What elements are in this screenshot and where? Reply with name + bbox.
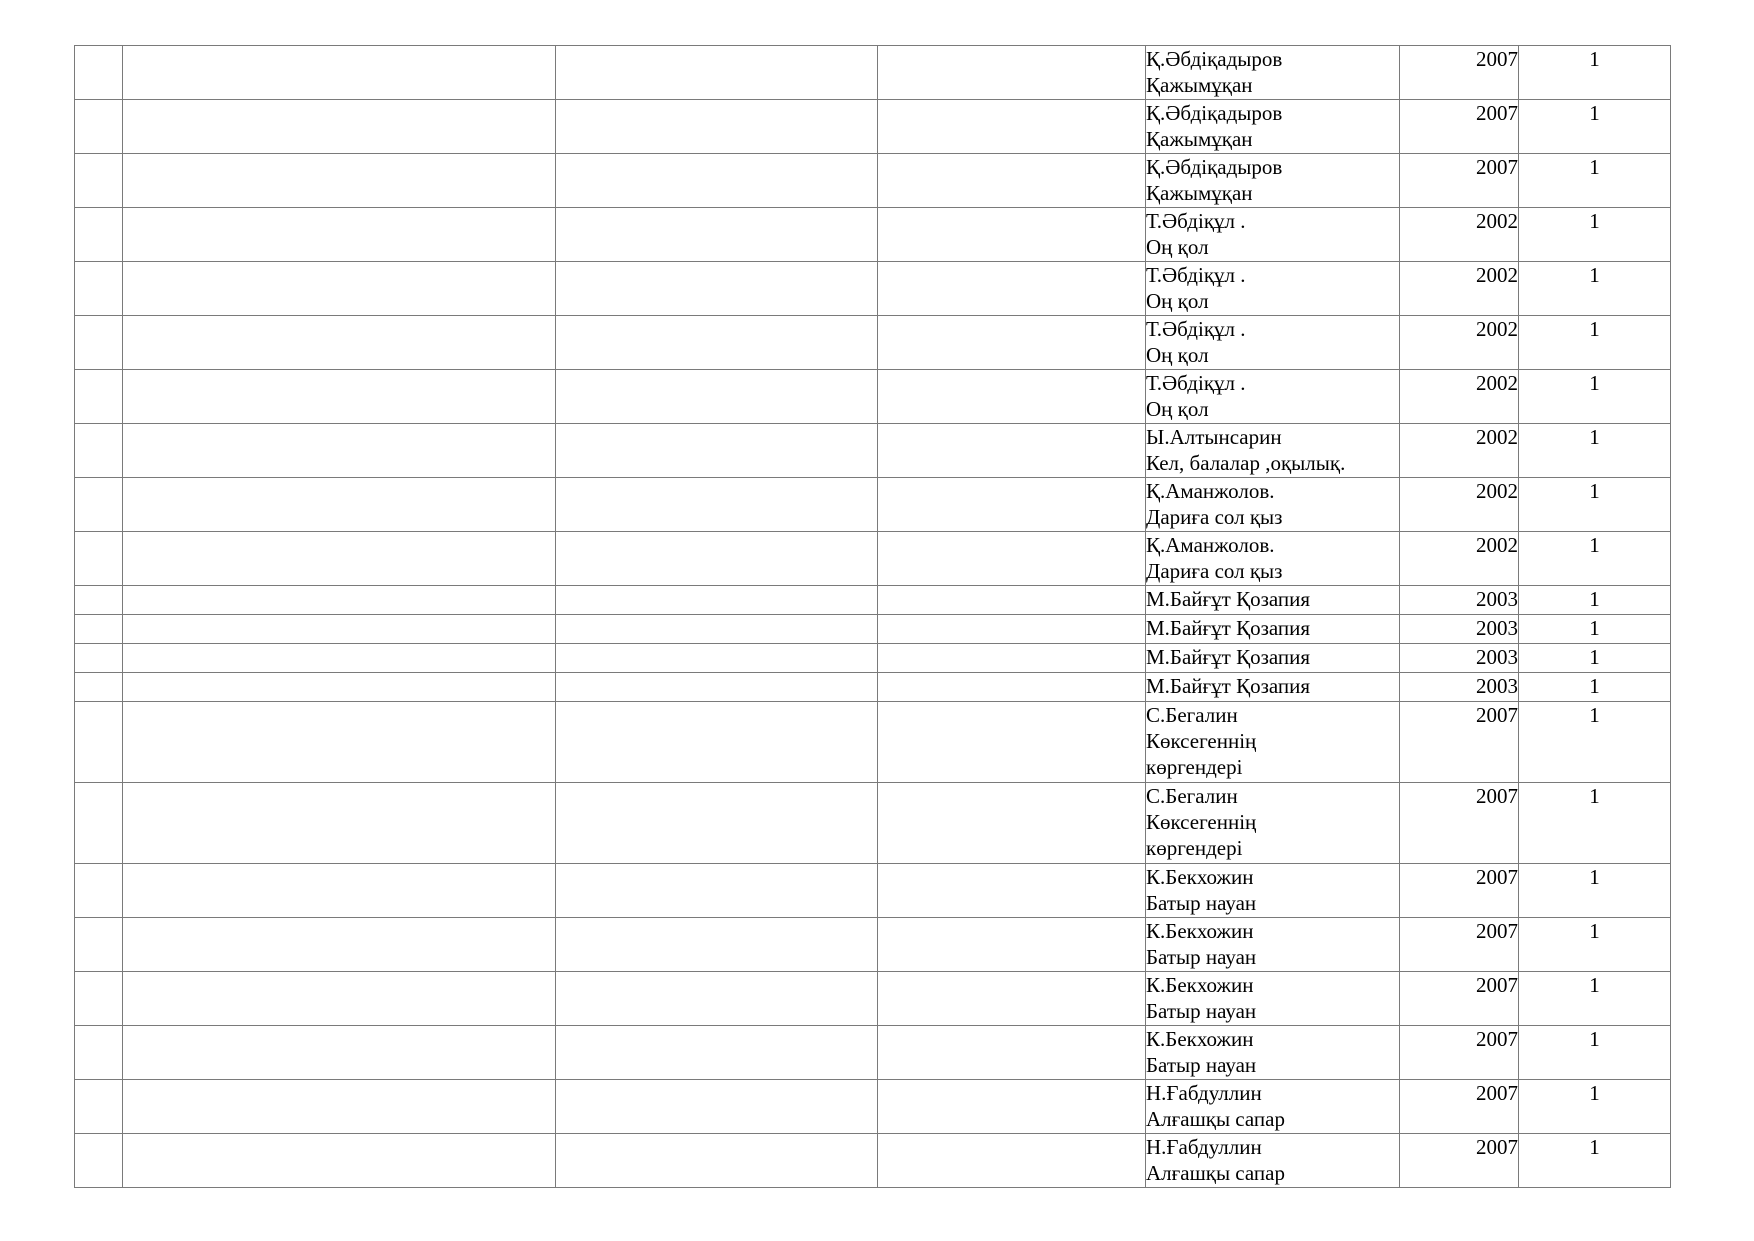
empty-cell-4 xyxy=(878,100,1146,154)
empty-cell-2 xyxy=(123,673,556,702)
empty-cell-3 xyxy=(556,316,878,370)
author-title-line: Қажымұқан xyxy=(1146,73,1253,97)
quantity-cell: 1 xyxy=(1519,100,1671,154)
year-cell: 2003 xyxy=(1400,615,1519,644)
author-title-line: М.Байғұт Қозапия xyxy=(1146,587,1311,611)
author-title-line: Ы.Алтынсарин xyxy=(1146,425,1282,449)
author-title-line: Оң қол xyxy=(1146,397,1209,421)
empty-cell-2 xyxy=(123,46,556,100)
author-title-line: Қ.Әбдіқадыров xyxy=(1146,47,1283,71)
quantity-cell: 1 xyxy=(1519,972,1671,1026)
table-row xyxy=(75,918,1671,972)
quantity-cell: 1 xyxy=(1519,208,1671,262)
row-number-cell xyxy=(75,100,123,154)
year-cell: 2002 xyxy=(1400,478,1519,532)
year-cell: 2003 xyxy=(1400,586,1519,615)
empty-cell-3 xyxy=(556,918,878,972)
author-title-line: Батыр науан xyxy=(1146,999,1257,1023)
quantity-cell: 1 xyxy=(1519,370,1671,424)
table-row xyxy=(75,262,1671,316)
table-row xyxy=(75,1080,1671,1134)
year-cell: 2002 xyxy=(1400,208,1519,262)
author-title-cell xyxy=(1146,1134,1400,1188)
empty-cell-3 xyxy=(556,100,878,154)
empty-cell-2 xyxy=(123,316,556,370)
empty-cell-4 xyxy=(878,972,1146,1026)
table-row xyxy=(75,424,1671,478)
quantity-cell: 1 xyxy=(1519,1134,1671,1188)
row-number-cell xyxy=(75,208,123,262)
author-title-cell xyxy=(1146,370,1400,424)
empty-cell-4 xyxy=(878,702,1146,783)
row-number-cell xyxy=(75,972,123,1026)
author-title-cell xyxy=(1146,46,1400,100)
row-number-cell xyxy=(75,615,123,644)
author-title-line: К.Бекхожин xyxy=(1146,1027,1254,1051)
year-cell: 2007 xyxy=(1400,1080,1519,1134)
author-title-line: Дариға сол қыз xyxy=(1146,559,1283,583)
author-title-line: Батыр науан xyxy=(1146,891,1257,915)
empty-cell-2 xyxy=(123,532,556,586)
author-title-line: Т.Әбдіқұл . xyxy=(1146,371,1246,395)
empty-cell-2 xyxy=(123,918,556,972)
author-title-line: Оң қол xyxy=(1146,289,1209,313)
author-title-cell xyxy=(1146,154,1400,208)
quantity-cell: 1 xyxy=(1519,424,1671,478)
row-number-cell xyxy=(75,673,123,702)
author-title-cell xyxy=(1146,1026,1400,1080)
author-title-line: Қ.Әбдіқадыров xyxy=(1146,155,1283,179)
table-row xyxy=(75,1134,1671,1188)
empty-cell-3 xyxy=(556,644,878,673)
quantity-cell: 1 xyxy=(1519,478,1671,532)
author-title-cell xyxy=(1146,644,1400,673)
author-title-cell xyxy=(1146,918,1400,972)
row-number-cell xyxy=(75,46,123,100)
year-cell: 2007 xyxy=(1400,1134,1519,1188)
author-title-line: Т.Әбдіқұл . xyxy=(1146,263,1246,287)
row-number-cell xyxy=(75,262,123,316)
empty-cell-4 xyxy=(878,370,1146,424)
author-title-line: Қажымұқан xyxy=(1146,181,1253,205)
author-title-cell xyxy=(1146,100,1400,154)
row-number-cell xyxy=(75,918,123,972)
book-inventory-table xyxy=(74,45,1671,1188)
year-cell: 2003 xyxy=(1400,644,1519,673)
empty-cell-4 xyxy=(878,208,1146,262)
empty-cell-2 xyxy=(123,972,556,1026)
author-title-line: Қ.Әбдіқадыров xyxy=(1146,101,1283,125)
row-number-cell xyxy=(75,864,123,918)
year-cell: 2007 xyxy=(1400,100,1519,154)
quantity-cell: 1 xyxy=(1519,586,1671,615)
year-cell: 2002 xyxy=(1400,424,1519,478)
empty-cell-3 xyxy=(556,1134,878,1188)
row-number-cell xyxy=(75,1080,123,1134)
author-title-cell xyxy=(1146,532,1400,586)
year-cell: 2007 xyxy=(1400,864,1519,918)
quantity-cell: 1 xyxy=(1519,615,1671,644)
year-cell: 2007 xyxy=(1400,972,1519,1026)
author-title-line: Оң қол xyxy=(1146,235,1209,259)
table-row xyxy=(75,100,1671,154)
table-row xyxy=(75,532,1671,586)
quantity-cell: 1 xyxy=(1519,673,1671,702)
table-row xyxy=(75,316,1671,370)
table-row xyxy=(75,702,1671,783)
year-cell: 2007 xyxy=(1400,1026,1519,1080)
table-body xyxy=(75,46,1671,1188)
empty-cell-2 xyxy=(123,783,556,864)
empty-cell-3 xyxy=(556,1026,878,1080)
quantity-cell: 1 xyxy=(1519,702,1671,783)
table-row xyxy=(75,615,1671,644)
author-title-cell xyxy=(1146,702,1400,783)
empty-cell-2 xyxy=(123,1080,556,1134)
empty-cell-2 xyxy=(123,370,556,424)
year-cell: 2002 xyxy=(1400,370,1519,424)
quantity-cell: 1 xyxy=(1519,46,1671,100)
empty-cell-2 xyxy=(123,208,556,262)
quantity-cell: 1 xyxy=(1519,1080,1671,1134)
empty-cell-2 xyxy=(123,424,556,478)
table-row xyxy=(75,1026,1671,1080)
author-title-cell xyxy=(1146,972,1400,1026)
author-title-line: Қажымұқан xyxy=(1146,127,1253,151)
author-title-line: көргендері xyxy=(1146,755,1243,779)
author-title-cell xyxy=(1146,478,1400,532)
empty-cell-2 xyxy=(123,644,556,673)
table-row xyxy=(75,972,1671,1026)
empty-cell-2 xyxy=(123,586,556,615)
row-number-cell xyxy=(75,154,123,208)
empty-cell-3 xyxy=(556,46,878,100)
author-title-line: М.Байғұт Қозапия xyxy=(1146,674,1311,698)
year-cell: 2002 xyxy=(1400,316,1519,370)
author-title-line: Кел, балалар ,оқылық. xyxy=(1146,451,1346,475)
quantity-cell: 1 xyxy=(1519,532,1671,586)
author-title-cell xyxy=(1146,208,1400,262)
author-title-line: Т.Әбдіқұл . xyxy=(1146,209,1246,233)
author-title-line: К.Бекхожин xyxy=(1146,973,1254,997)
row-number-cell xyxy=(75,316,123,370)
author-title-line: Н.Ғабдуллин xyxy=(1146,1081,1262,1105)
row-number-cell xyxy=(75,1026,123,1080)
author-title-line: Қ.Аманжолов. xyxy=(1146,479,1275,503)
empty-cell-4 xyxy=(878,864,1146,918)
author-title-line: Көксегеннің xyxy=(1146,729,1257,753)
quantity-cell: 1 xyxy=(1519,864,1671,918)
empty-cell-2 xyxy=(123,478,556,532)
empty-cell-3 xyxy=(556,673,878,702)
empty-cell-3 xyxy=(556,370,878,424)
empty-cell-3 xyxy=(556,586,878,615)
empty-cell-4 xyxy=(878,316,1146,370)
author-title-line: С.Бегалин xyxy=(1146,703,1238,727)
empty-cell-3 xyxy=(556,478,878,532)
year-cell: 2007 xyxy=(1400,702,1519,783)
empty-cell-4 xyxy=(878,586,1146,615)
table-row xyxy=(75,864,1671,918)
row-number-cell xyxy=(75,478,123,532)
table-row xyxy=(75,208,1671,262)
year-cell: 2002 xyxy=(1400,532,1519,586)
year-cell: 2007 xyxy=(1400,918,1519,972)
empty-cell-4 xyxy=(878,1026,1146,1080)
empty-cell-3 xyxy=(556,208,878,262)
empty-cell-2 xyxy=(123,1134,556,1188)
author-title-line: М.Байғұт Қозапия xyxy=(1146,645,1311,669)
row-number-cell xyxy=(75,586,123,615)
quantity-cell: 1 xyxy=(1519,154,1671,208)
empty-cell-3 xyxy=(556,972,878,1026)
empty-cell-3 xyxy=(556,532,878,586)
empty-cell-4 xyxy=(878,1080,1146,1134)
author-title-line: көргендері xyxy=(1146,836,1243,860)
author-title-cell xyxy=(1146,783,1400,864)
empty-cell-3 xyxy=(556,262,878,316)
author-title-line: Оң қол xyxy=(1146,343,1209,367)
empty-cell-3 xyxy=(556,864,878,918)
empty-cell-4 xyxy=(878,673,1146,702)
empty-cell-4 xyxy=(878,532,1146,586)
empty-cell-3 xyxy=(556,424,878,478)
row-number-cell xyxy=(75,1134,123,1188)
empty-cell-2 xyxy=(123,864,556,918)
year-cell: 2007 xyxy=(1400,783,1519,864)
author-title-line: Батыр науан xyxy=(1146,1053,1257,1077)
empty-cell-2 xyxy=(123,702,556,783)
quantity-cell: 1 xyxy=(1519,644,1671,673)
empty-cell-3 xyxy=(556,702,878,783)
author-title-line: Көксегеннің xyxy=(1146,810,1257,834)
quantity-cell: 1 xyxy=(1519,316,1671,370)
empty-cell-2 xyxy=(123,615,556,644)
row-number-cell xyxy=(75,532,123,586)
empty-cell-3 xyxy=(556,1080,878,1134)
author-title-cell xyxy=(1146,864,1400,918)
author-title-cell xyxy=(1146,424,1400,478)
row-number-cell xyxy=(75,370,123,424)
table-row xyxy=(75,370,1671,424)
empty-cell-3 xyxy=(556,615,878,644)
empty-cell-4 xyxy=(878,262,1146,316)
table-row xyxy=(75,478,1671,532)
empty-cell-3 xyxy=(556,154,878,208)
author-title-cell xyxy=(1146,586,1400,615)
author-title-line: С.Бегалин xyxy=(1146,784,1238,808)
table-row xyxy=(75,46,1671,100)
author-title-cell xyxy=(1146,262,1400,316)
row-number-cell xyxy=(75,702,123,783)
table-row xyxy=(75,644,1671,673)
empty-cell-3 xyxy=(556,783,878,864)
author-title-line: К.Бекхожин xyxy=(1146,919,1254,943)
table-row xyxy=(75,783,1671,864)
empty-cell-2 xyxy=(123,154,556,208)
empty-cell-4 xyxy=(878,46,1146,100)
table-row xyxy=(75,586,1671,615)
year-cell: 2003 xyxy=(1400,673,1519,702)
author-title-line: Батыр науан xyxy=(1146,945,1257,969)
year-cell: 2007 xyxy=(1400,154,1519,208)
author-title-line: Алғашқы сапар xyxy=(1146,1107,1285,1131)
table-row xyxy=(75,673,1671,702)
author-title-line: Н.Ғабдуллин xyxy=(1146,1135,1262,1159)
year-cell: 2002 xyxy=(1400,262,1519,316)
quantity-cell: 1 xyxy=(1519,262,1671,316)
empty-cell-2 xyxy=(123,1026,556,1080)
author-title-line: К.Бекхожин xyxy=(1146,865,1254,889)
table-row xyxy=(75,154,1671,208)
year-cell: 2007 xyxy=(1400,46,1519,100)
empty-cell-2 xyxy=(123,262,556,316)
author-title-line: Алғашқы сапар xyxy=(1146,1161,1285,1185)
quantity-cell: 1 xyxy=(1519,918,1671,972)
author-title-cell xyxy=(1146,316,1400,370)
empty-cell-4 xyxy=(878,644,1146,673)
author-title-line: Қ.Аманжолов. xyxy=(1146,533,1275,557)
row-number-cell xyxy=(75,424,123,478)
quantity-cell: 1 xyxy=(1519,783,1671,864)
quantity-cell: 1 xyxy=(1519,1026,1671,1080)
empty-cell-4 xyxy=(878,783,1146,864)
empty-cell-4 xyxy=(878,1134,1146,1188)
author-title-cell xyxy=(1146,1080,1400,1134)
author-title-line: Дариға сол қыз xyxy=(1146,505,1283,529)
empty-cell-4 xyxy=(878,424,1146,478)
empty-cell-4 xyxy=(878,918,1146,972)
author-title-line: М.Байғұт Қозапия xyxy=(1146,616,1311,640)
empty-cell-4 xyxy=(878,478,1146,532)
empty-cell-4 xyxy=(878,615,1146,644)
empty-cell-2 xyxy=(123,100,556,154)
row-number-cell xyxy=(75,783,123,864)
author-title-cell xyxy=(1146,615,1400,644)
empty-cell-4 xyxy=(878,154,1146,208)
author-title-cell xyxy=(1146,673,1400,702)
author-title-line: Т.Әбдіқұл . xyxy=(1146,317,1246,341)
row-number-cell xyxy=(75,644,123,673)
